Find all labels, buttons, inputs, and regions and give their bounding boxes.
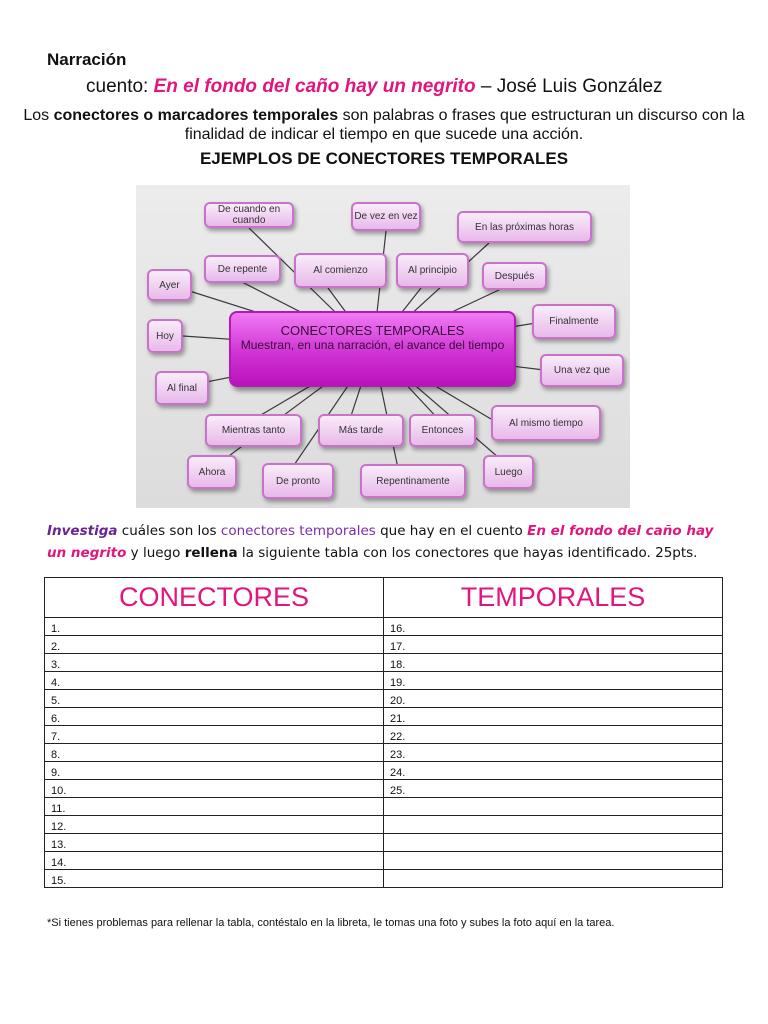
cell-right[interactable]: 25. (384, 780, 723, 798)
intro-text-1: Los (23, 107, 54, 124)
cell-right[interactable] (384, 834, 723, 852)
table-row (45, 636, 723, 654)
intro-bold-term: conectores o marcadores temporales (53, 107, 339, 124)
table-row (45, 816, 723, 834)
cell-right[interactable]: 20. (384, 690, 723, 708)
cell-left[interactable]: 6. (45, 708, 384, 726)
story-author: – José Luis González (475, 76, 663, 97)
cell-right[interactable]: 18. (384, 654, 723, 672)
node-de-vez-en-vez: De vez en vez (351, 202, 421, 231)
node-de-cuando-en-cuando: De cuando en cuando (204, 202, 294, 228)
node-al-mismo-tiempo: Al mismo tiempo (491, 405, 601, 441)
table-row (45, 726, 723, 744)
node-en-las-proximas-horas: En las próximas horas (457, 211, 592, 243)
node-al-comienzo: Al comienzo (294, 253, 387, 288)
node-al-principio: Al principio (396, 253, 469, 288)
table-row (45, 780, 723, 798)
cell-right[interactable]: 17. (384, 636, 723, 654)
table-header-row (45, 578, 723, 618)
cell-right[interactable]: 19. (384, 672, 723, 690)
instr-investiga: Investiga (47, 523, 118, 539)
footnote: *Si tienes problemas para rellenar la tabla, contéstalo en la libreta, le tomas una foto y subes la foto aquí en la tarea. (47, 917, 615, 929)
cell-left[interactable]: 2. (45, 636, 384, 654)
node-ayer: Ayer (147, 269, 192, 301)
instr-rellena: rellena (184, 545, 238, 561)
cell-left[interactable]: 12. (45, 816, 384, 834)
cell-left[interactable]: 9. (45, 762, 384, 780)
center-subtitle: Muestran, en una narración, el avance del tiempo (240, 338, 505, 352)
story-line (86, 76, 663, 98)
instr-conectores: conectores temporales (220, 523, 376, 539)
instr-story-title: En el fondo del caño hay un negrito (47, 523, 714, 561)
node-de-repente: De repente (204, 255, 281, 283)
answer-table (44, 577, 723, 888)
node-hoy: Hoy (147, 319, 183, 353)
page-heading: Narración (47, 50, 127, 69)
node-entonces: Entonces (409, 414, 476, 447)
node-al-final: Al final (155, 371, 209, 405)
cell-right[interactable]: 24. (384, 762, 723, 780)
node-ahora: Ahora (187, 455, 237, 489)
table-row (45, 798, 723, 816)
cell-right[interactable] (384, 852, 723, 870)
table-row (45, 672, 723, 690)
instr-text-1: cuáles son los (117, 523, 221, 539)
intro-text-2: son palabras o frases que estructuran un discurso con la finalidad de indicar el tiempo en que sucede una acción. (184, 107, 745, 143)
instr-text-3: y luego (126, 545, 185, 561)
cell-left[interactable]: 14. (45, 852, 384, 870)
table-row (45, 744, 723, 762)
cell-right[interactable]: 21. (384, 708, 723, 726)
table-row (45, 852, 723, 870)
cell-left[interactable]: 1. (45, 618, 384, 636)
node-mientras-tanto: Mientras tanto (205, 414, 302, 447)
node-de-pronto: De pronto (262, 463, 334, 499)
cell-left[interactable]: 8. (45, 744, 384, 762)
node-despues: Después (482, 262, 547, 290)
instr-text-4: la siguiente tabla con los conectores que hayas identificado. 25pts. (237, 545, 698, 561)
node-mas-tarde: Más tarde (318, 414, 404, 447)
header-temporales: TEMPORALES (384, 578, 723, 618)
instr-text-2: que hay en el cuento (375, 523, 528, 539)
center-title: CONECTORES TEMPORALES (280, 323, 465, 338)
story-prefix: cuento: (86, 76, 154, 97)
table-row (45, 762, 723, 780)
cell-right[interactable]: 23. (384, 744, 723, 762)
cell-left[interactable]: 10. (45, 780, 384, 798)
cell-left[interactable]: 15. (45, 870, 384, 888)
node-finalmente: Finalmente (532, 304, 616, 339)
cell-right[interactable] (384, 816, 723, 834)
story-title: En el fondo del caño hay un negrito (153, 76, 476, 97)
node-una-vez-que: Una vez que (540, 354, 624, 387)
cell-right[interactable]: 16. (384, 618, 723, 636)
cell-left[interactable]: 4. (45, 672, 384, 690)
table-row (45, 870, 723, 888)
cell-left[interactable]: 11. (45, 798, 384, 816)
cell-left[interactable]: 5. (45, 690, 384, 708)
header-conectores: CONECTORES (45, 578, 384, 618)
node-luego: Luego (483, 455, 534, 489)
center-node (229, 311, 516, 387)
table-row (45, 834, 723, 852)
table-row (45, 654, 723, 672)
cell-right[interactable]: 22. (384, 726, 723, 744)
cell-right[interactable] (384, 798, 723, 816)
table-row (45, 618, 723, 636)
cell-left[interactable]: 7. (45, 726, 384, 744)
cell-left[interactable]: 13. (45, 834, 384, 852)
table-row (45, 708, 723, 726)
cell-right[interactable] (384, 870, 723, 888)
table-row (45, 690, 723, 708)
node-repentinamente: Repentinamente (360, 464, 466, 498)
cell-left[interactable]: 3. (45, 654, 384, 672)
concept-map (136, 185, 630, 508)
examples-heading: EJEMPLOS DE CONECTORES TEMPORALES (199, 149, 569, 168)
intro-paragraph (20, 106, 748, 144)
instructions (47, 520, 737, 564)
